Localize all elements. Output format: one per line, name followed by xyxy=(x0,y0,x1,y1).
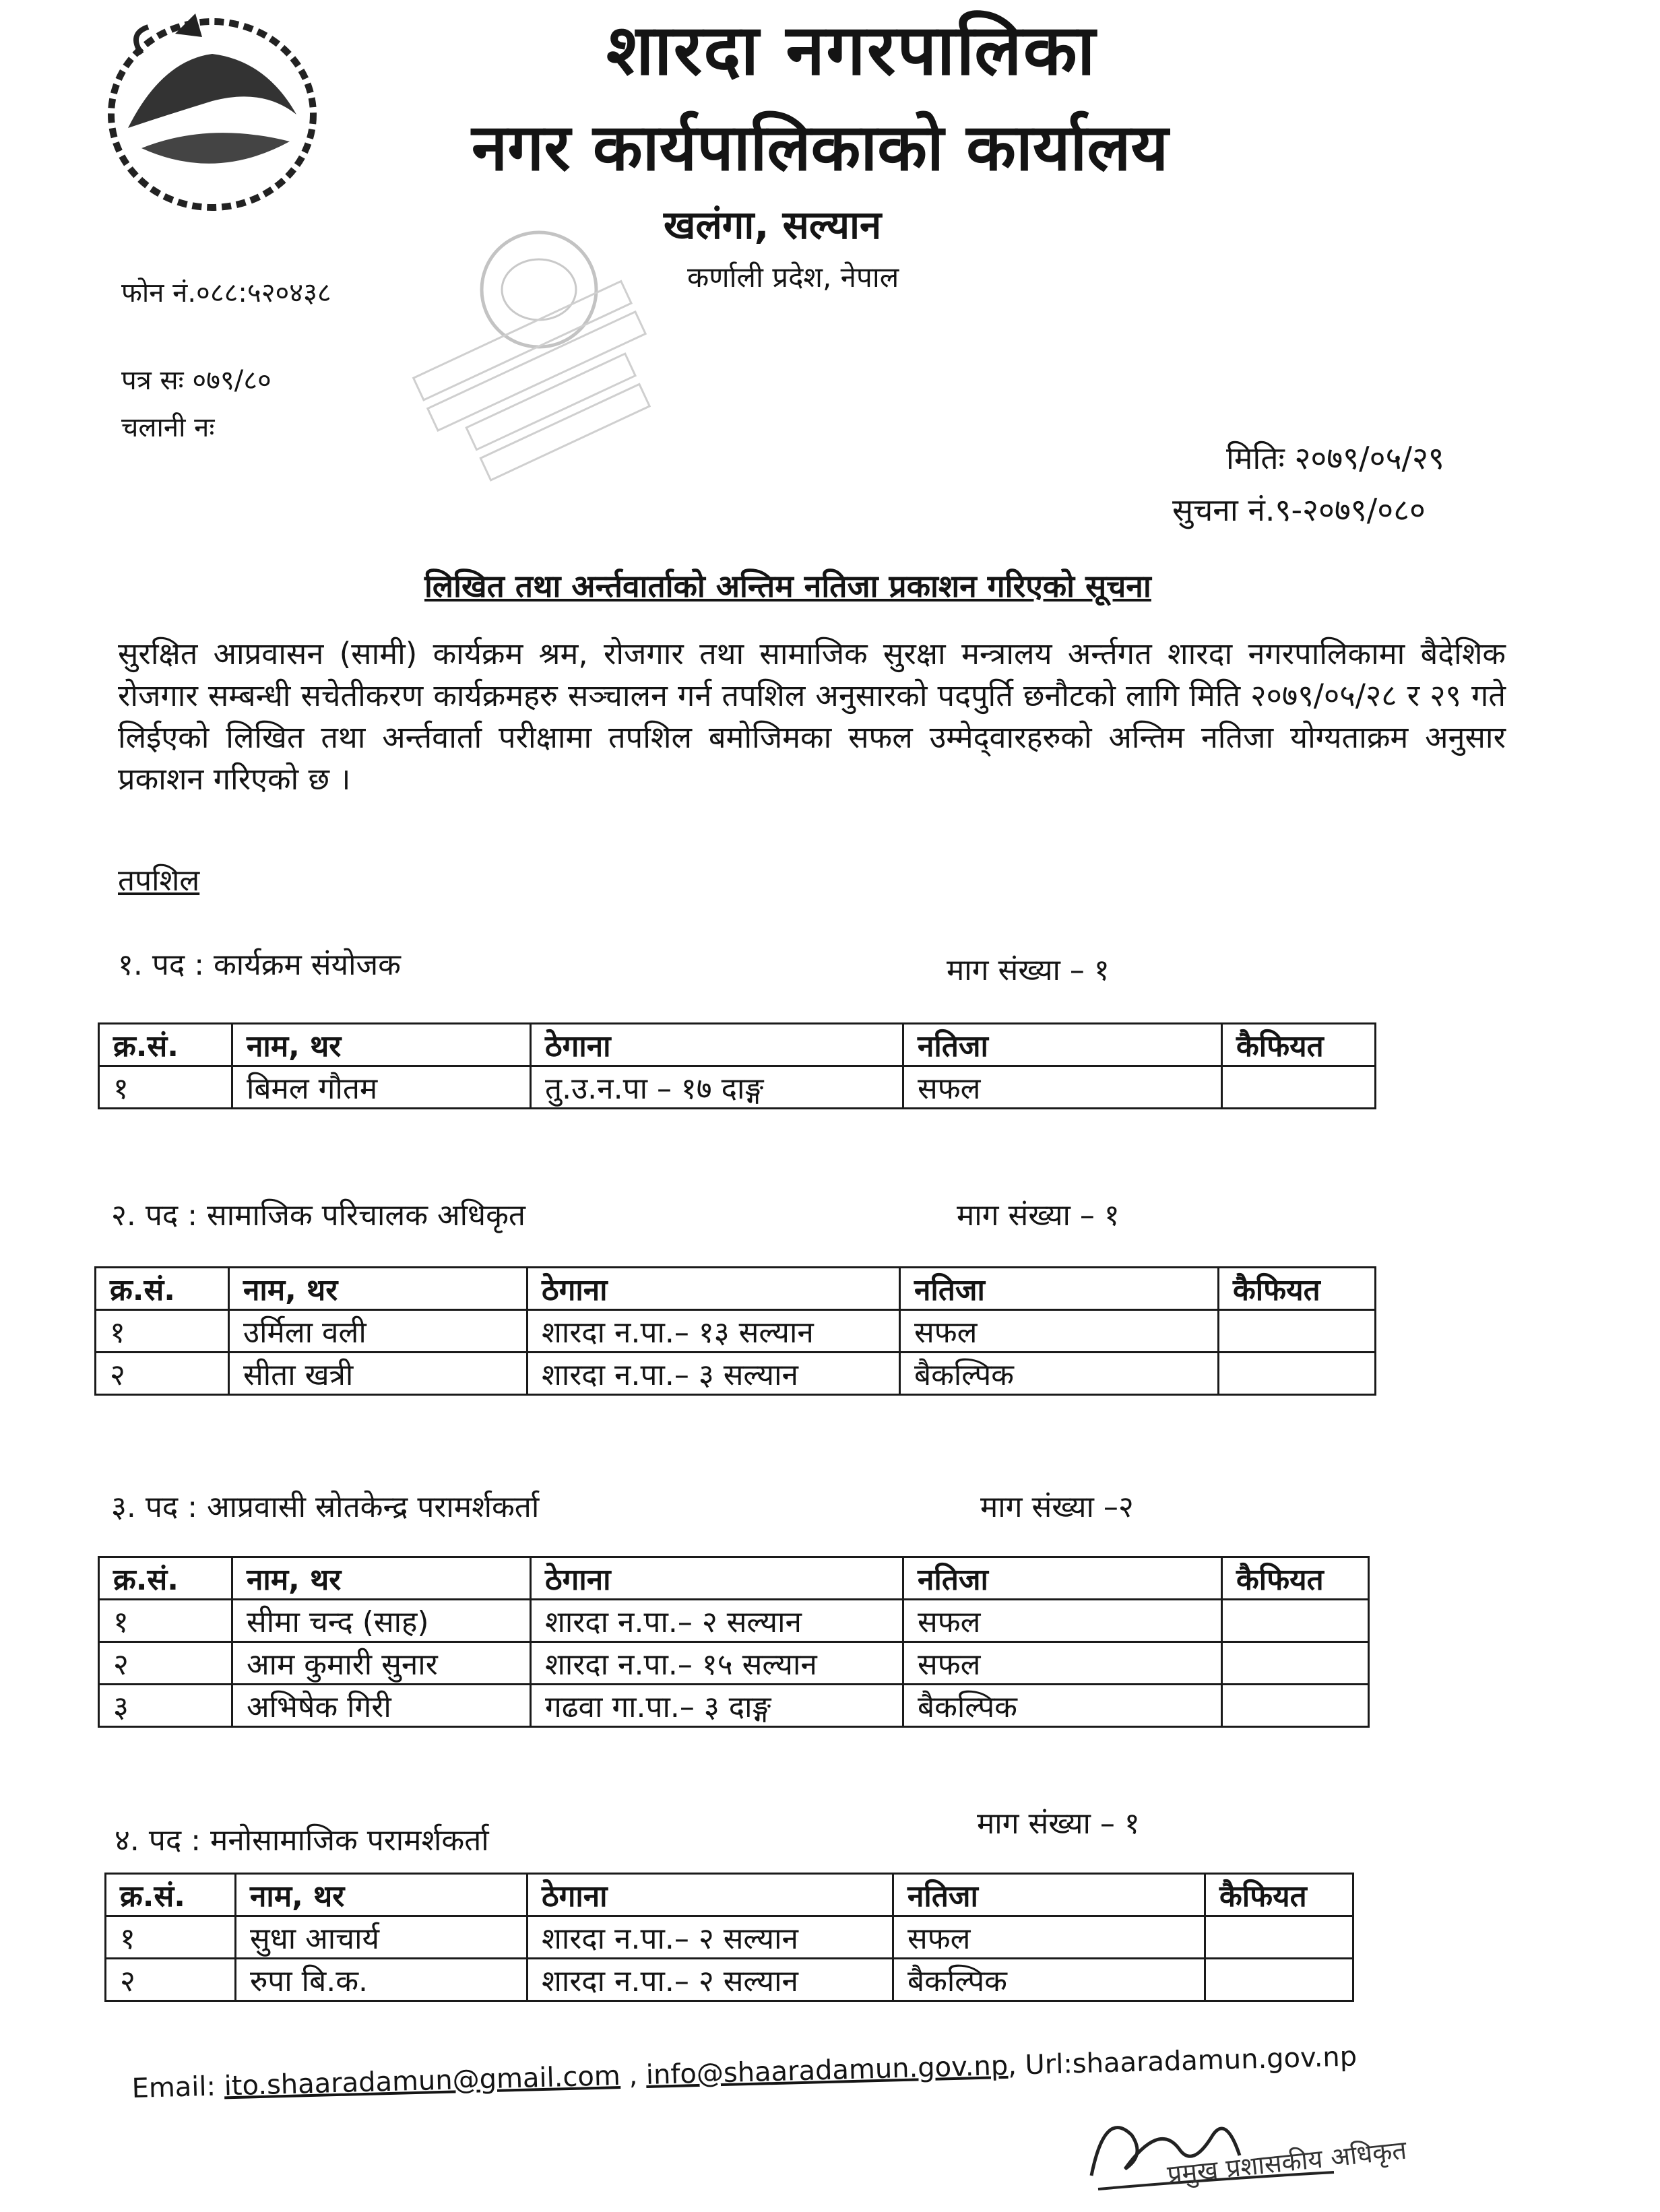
header-cell: ठेगाना xyxy=(528,1268,900,1310)
table-cell: सुधा आचार्य xyxy=(236,1916,528,1959)
table-row xyxy=(99,1066,1376,1109)
header-cell: नाम, थर xyxy=(229,1268,528,1310)
post-title: २. पद : सामाजिक परिचालक अधिकृत xyxy=(111,1198,525,1233)
header-cell: नतिजा xyxy=(903,1557,1222,1600)
header-cell: क्र.सं. xyxy=(96,1268,229,1310)
website-url: , Url:shaaradamun.gov.np xyxy=(1007,2041,1358,2081)
table-cell: बैकल्पिक xyxy=(903,1685,1222,1727)
header-cell: ठेगाना xyxy=(531,1557,903,1600)
results-table-4 xyxy=(104,1873,1354,2002)
post-title: ३. पद : आप्रवासी स्रोतकेन्द्र परामर्शकर्ता xyxy=(111,1490,540,1524)
table-cell: बैकल्पिक xyxy=(893,1959,1205,2001)
header-cell: कैफियत xyxy=(1205,1874,1353,1916)
table-cell: आम कुमारी सुनार xyxy=(232,1642,531,1685)
notice-date: मितिः २०७९/०५/२९ xyxy=(1226,440,1444,476)
table-cell xyxy=(1205,1916,1353,1959)
signatory-designation: प्रमुख प्रशासकीय अधिकृत xyxy=(1166,2135,1408,2190)
table-cell: २ xyxy=(96,1353,229,1395)
office-stamp xyxy=(404,216,687,501)
office-location: खलंगा, सल्यान xyxy=(664,202,882,248)
table-cell: २ xyxy=(99,1642,232,1685)
table-cell: शारदा न.पा.– ३ सल्यान xyxy=(528,1353,900,1395)
table-row xyxy=(99,1685,1369,1727)
municipality-name: शारदा नगरपालिका xyxy=(606,9,1097,91)
table-row xyxy=(99,1600,1369,1642)
results-table-3 xyxy=(98,1556,1370,1728)
table-cell: शारदा न.पा.– २ सल्यान xyxy=(528,1959,893,2001)
letter-number: पत्र सः ०७९/८० xyxy=(121,365,272,396)
email-label: Email: xyxy=(131,2071,216,2104)
table-cell: सफल xyxy=(903,1066,1222,1109)
email-link-ito[interactable]: ito.shaaradamun@gmail.com xyxy=(224,2060,621,2102)
phone-number: फोन नं.०८८:५२०४३८ xyxy=(121,278,331,308)
table-cell: गढवा गा.पा.– ३ दाङ्ग xyxy=(531,1685,903,1727)
header-cell: नतिजा xyxy=(893,1874,1205,1916)
table-header-row xyxy=(106,1874,1353,1916)
header-cell: क्र.सं. xyxy=(99,1024,232,1066)
header-cell: क्र.सं. xyxy=(106,1874,236,1916)
header-cell: कैफियत xyxy=(1222,1024,1376,1066)
table-row xyxy=(96,1310,1376,1353)
post-title: ४. पद : मनोसामाजिक परामर्शकर्ता xyxy=(115,1823,489,1858)
table-cell: उर्मिला वली xyxy=(229,1310,528,1353)
demand-count: माग संख्या – १ xyxy=(947,953,1110,987)
table-row xyxy=(106,1959,1353,2001)
header-cell: नाम, थर xyxy=(232,1557,531,1600)
office-name: नगर कार्यपालिकाको कार्यालय xyxy=(472,110,1169,185)
table-cell: शारदा न.पा.– १३ सल्यान xyxy=(528,1310,900,1353)
details-label: तपशिल xyxy=(118,864,200,898)
table-cell: सफल xyxy=(903,1600,1222,1642)
table-cell: सफल xyxy=(893,1916,1205,1959)
table-header-row xyxy=(99,1557,1369,1600)
table-cell: शारदा न.पा.– २ सल्यान xyxy=(528,1916,893,1959)
table-cell: तु.उ.न.पा – १७ दाङ्ग xyxy=(531,1066,903,1109)
signature xyxy=(1078,2095,1455,2212)
results-table-2 xyxy=(94,1266,1376,1396)
demand-count: माग संख्या –२ xyxy=(980,1490,1134,1524)
separator: , xyxy=(628,2060,638,2091)
header-cell: नाम, थर xyxy=(232,1024,531,1066)
table-header-row xyxy=(99,1024,1376,1066)
header-cell: नाम, थर xyxy=(236,1874,528,1916)
table-cell xyxy=(1222,1642,1369,1685)
table-cell: बिमल गौतम xyxy=(232,1066,531,1109)
header-cell: नतिजा xyxy=(903,1024,1222,1066)
table-cell: सफल xyxy=(903,1642,1222,1685)
table-cell: सीमा चन्द (साह) xyxy=(232,1600,531,1642)
notice-body: सुरक्षित आप्रवासन (सामी) कार्यक्रम श्रम, रोजगार तथा सामाजिक सुरक्षा मन्त्रालय अर्न्तगत शारदा नगरपालिकामा बैदेशिक रोजगार सम्बन्धी सचेतीकरण कार्यक्रमहरु सञ्चालन गर्न तपशिल अनुसारको पदपुर्ति छनौटको लागि मिति २०७९/०५/२८ र २९ गते लिईएको लिखित तथा अर्न्तवार्ता परीक्षामा तपशिल बमोजिमका सफल उम्मेद्‌वारहरुको अन्तिम नतिजा योग्यताक्रम अनुसार प्रकाशन गरिएको छ । xyxy=(118,636,1506,797)
header-cell: क्र.सं. xyxy=(99,1557,232,1600)
table-cell xyxy=(1219,1353,1376,1395)
table-cell: बैकल्पिक xyxy=(900,1353,1219,1395)
demand-count: माग संख्या – १ xyxy=(977,1807,1140,1841)
table-cell: सफल xyxy=(900,1310,1219,1353)
table-cell: १ xyxy=(96,1310,229,1353)
table-row xyxy=(99,1642,1369,1685)
table-cell: १ xyxy=(99,1066,232,1109)
government-emblem-logo xyxy=(101,13,323,218)
table-cell: सीता खत्री xyxy=(229,1353,528,1395)
province-name: कर्णाली प्रदेश, नेपाल xyxy=(687,261,899,294)
header-cell: ठेगाना xyxy=(531,1024,903,1066)
header-cell: नतिजा xyxy=(900,1268,1219,1310)
table-cell xyxy=(1222,1600,1369,1642)
post-title: १. पद : कार्यक्रम संयोजक xyxy=(118,948,401,982)
results-table-1 xyxy=(98,1022,1376,1109)
dispatch-number: चलानी नः xyxy=(121,412,215,443)
demand-count: माग संख्या – १ xyxy=(957,1198,1120,1233)
table-row xyxy=(106,1916,1353,1959)
table-cell: शारदा न.पा.– १५ सल्यान xyxy=(531,1642,903,1685)
table-cell xyxy=(1205,1959,1353,2001)
email-link-info[interactable]: info@shaaradamun.gov.np xyxy=(645,2050,1009,2091)
notice-heading: लिखित तथा अर्न्तवार्ताको अन्तिम नतिजा प्रकाशन गरिएको सूचना xyxy=(424,568,1151,604)
table-cell: अभिषेक गिरी xyxy=(232,1685,531,1727)
table-cell xyxy=(1222,1066,1376,1109)
table-row xyxy=(96,1353,1376,1395)
table-cell: १ xyxy=(106,1916,236,1959)
table-cell: २ xyxy=(106,1959,236,2001)
notice-number: सुचना नं.९-२०७९/०८० xyxy=(1172,492,1426,528)
header-cell: कैफियत xyxy=(1222,1557,1369,1600)
table-cell: १ xyxy=(99,1600,232,1642)
table-cell xyxy=(1219,1310,1376,1353)
table-cell xyxy=(1222,1685,1369,1727)
header-cell: ठेगाना xyxy=(528,1874,893,1916)
header-cell: कैफियत xyxy=(1219,1268,1376,1310)
table-cell: रुपा बि.क. xyxy=(236,1959,528,2001)
table-cell: शारदा न.पा.– २ सल्यान xyxy=(531,1600,903,1642)
table-cell: ३ xyxy=(99,1685,232,1727)
table-header-row xyxy=(96,1268,1376,1310)
